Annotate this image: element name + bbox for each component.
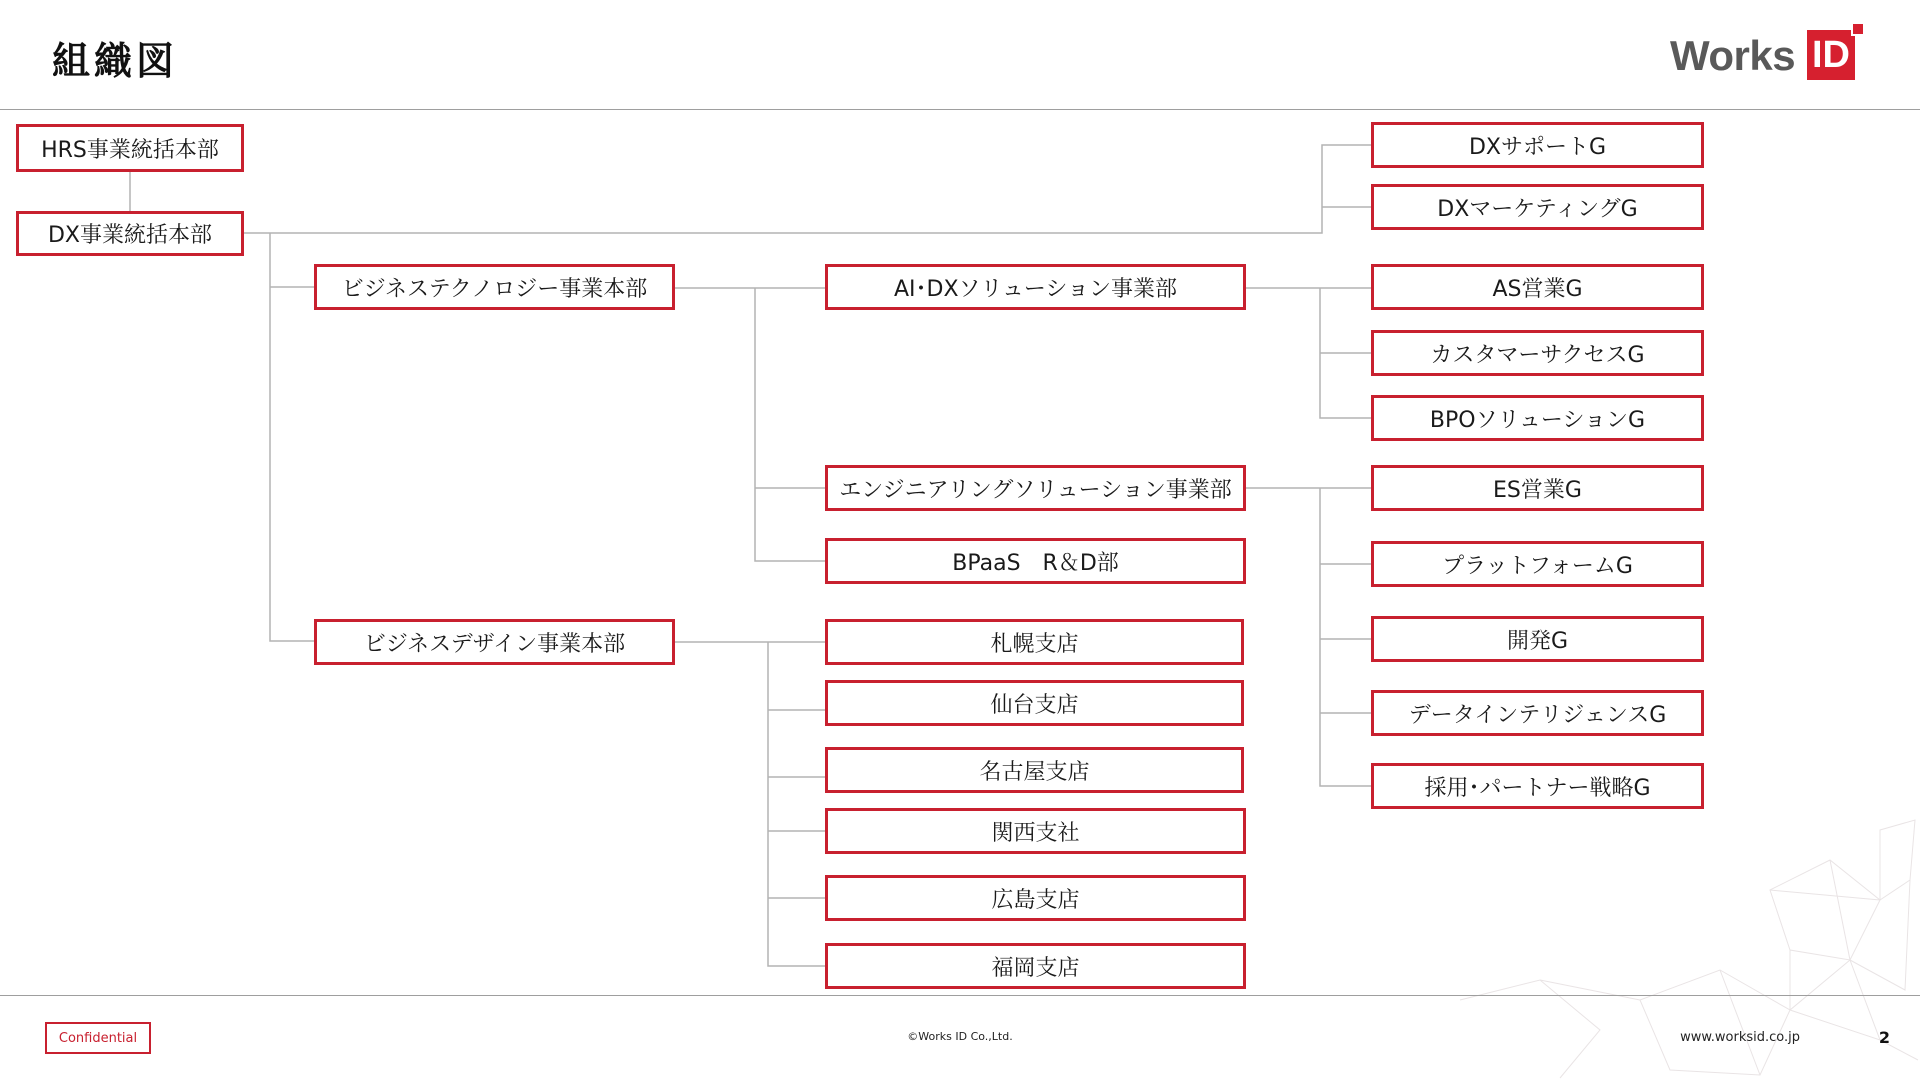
logo-mark: ID [1807,30,1855,80]
confidential-badge: Confidential [45,1022,151,1054]
org-box-engineering-solution: エンジニアリングソリューション事業部 [825,465,1246,511]
org-box-customer-success: カスタマーサクセスG [1371,330,1704,376]
org-box-dx-support: DXサポートG [1371,122,1704,168]
org-box-fukuoka-branch: 福岡支店 [825,943,1246,989]
org-box-platform: プラットフォームG [1371,541,1704,587]
org-box-business-technology: ビジネステクノロジー事業本部 [314,264,675,310]
org-box-bpo-solution: BPOソリューションG [1371,395,1704,441]
org-box-hrs: HRS事業統括本部 [16,124,244,172]
org-box-sapporo-branch: 札幌支店 [825,619,1244,665]
org-box-nagoya-branch: 名古屋支店 [825,747,1244,793]
org-box-dx-marketing: DXマーケティングG [1371,184,1704,230]
org-box-business-design: ビジネスデザイン事業本部 [314,619,675,665]
org-box-as-sales: AS営業G [1371,264,1704,310]
org-box-dx: DX事業統括本部 [16,211,244,256]
works-id-logo [1670,24,1870,88]
copyright-text: ©Works ID Co.,Ltd. [907,1030,1013,1043]
page-title: 組織図 [52,39,179,83]
website-url: www.worksid.co.jp [1680,1030,1800,1045]
footer-divider [0,995,1920,996]
page-number: 2 [1878,1028,1890,1047]
org-box-kansai-branch: 関西支社 [825,808,1246,854]
org-box-es-sales: ES営業G [1371,465,1704,511]
org-box-data-intelligence: データインテリジェンスG [1371,690,1704,736]
logo-wordmark: Works [1670,32,1796,79]
org-box-bpaas-rd: BPaaS R＆D部 [825,538,1246,584]
org-box-sendai-branch: 仙台支店 [825,680,1244,726]
org-box-recruit-partner: 採用･パートナー戦略G [1371,763,1704,809]
header-divider [0,109,1920,110]
org-box-ai-dx-solution: AI･DXソリューション事業部 [825,264,1246,310]
logo-corner-square [1851,22,1865,36]
org-box-development: 開発G [1371,616,1704,662]
org-box-hiroshima-branch: 広島支店 [825,875,1246,921]
